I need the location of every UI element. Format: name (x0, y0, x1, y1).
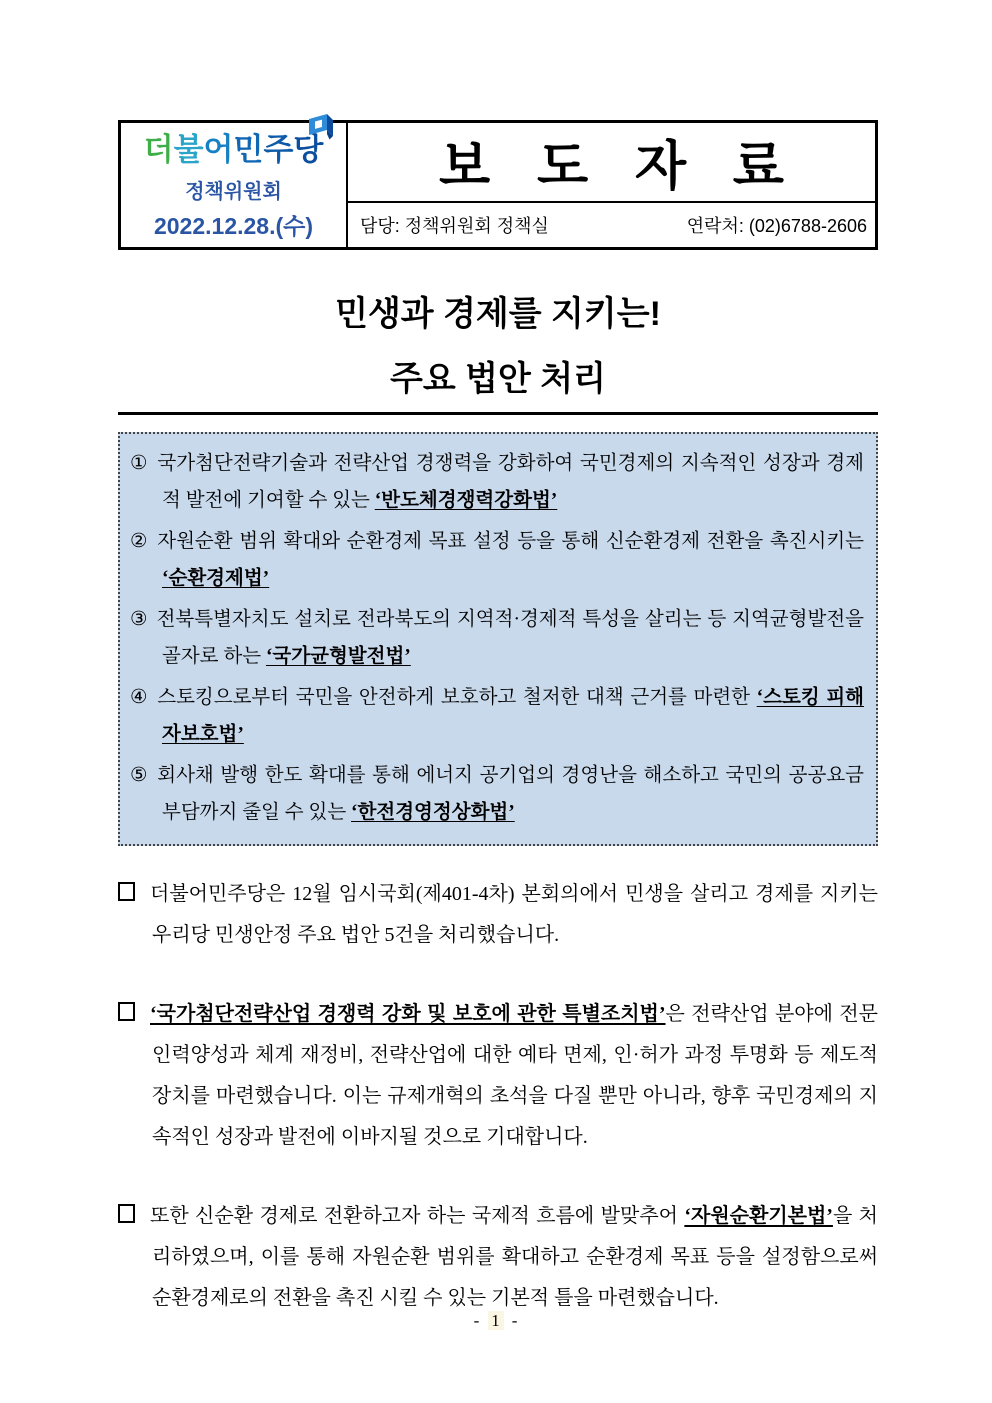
main-title (118, 286, 878, 415)
title-rule (118, 412, 878, 415)
item-number: ⑤ (130, 764, 150, 786)
square-bullet-icon (118, 882, 135, 901)
header-table (118, 120, 878, 250)
item-number: ② (130, 530, 150, 552)
law-name: ‘스토킹 피해자보호법’ (162, 686, 864, 746)
party-logo-text (144, 132, 324, 167)
paragraph-1 (118, 874, 878, 956)
document-type-title: 보 도 자 료 (348, 123, 875, 203)
party-info-cell (121, 123, 348, 247)
item-text: 스토킹으로부터 국민을 안전하게 보호하고 철저한 대책 근거를 마련한 (157, 686, 757, 708)
paragraph-2 (118, 994, 878, 1158)
law-name: ‘국가첨단전략산업 경쟁력 강화 및 보호에 관한 특별조치법’ (150, 1003, 666, 1026)
item-text: 국가첨단전략기술과 전략산업 경쟁력을 강화하여 국민경제의 지속적인 성장과 경제적 발전에 기여할 수 있는 (157, 453, 865, 512)
law-name: ‘순환경제법’ (162, 568, 270, 590)
party-logo (144, 134, 324, 165)
party-flag-icon (305, 112, 337, 144)
paragraph-text: 을 처리하였으며, 이를 통해 자원순환 범위를 확대하고 순환경제 목표 등을 설정함으로써 순환경제로의 전환을 촉진 시킬 수 있는 기본적 틀을 마련했습니다. (152, 1205, 878, 1310)
department-label: 담당: 정책위원회 정책실 (360, 216, 549, 236)
paragraph-text: 더불어민주당은 12월 임시국회(제401-4차) 본회의에서 민생을 살리고 경제를 지키는 우리당 민생안정 주요 법안 5건을 처리했습니다. (150, 883, 878, 947)
item-number: ③ (130, 608, 149, 630)
logo-char: 불 (173, 132, 204, 167)
logo-char: 더 (143, 132, 174, 167)
summary-item-3 (130, 601, 864, 676)
paragraph-text: 또한 신순환 경제로 전환하고자 하는 국제적 흐름에 발맞추어 (150, 1205, 685, 1228)
item-text: 자원순환 범위 확대와 순환경제 목표 설정 등을 통해 신순환경제 전환을 촉진시키는 (157, 530, 865, 552)
summary-item-5 (130, 757, 864, 832)
page-footer (0, 1311, 992, 1331)
logo-char: 민 (233, 132, 264, 167)
page-content (118, 0, 878, 1357)
footer-dash: - (511, 1311, 519, 1330)
item-text: 전북특별자치도 설치로 전라북도의 지역적·경제적 특성을 살리는 등 지역균형발전을 골자로 하는 (156, 608, 864, 668)
main-title-line2: 주요 법안 처리 (390, 360, 606, 398)
summary-item-1 (130, 445, 864, 520)
header-contact-row (348, 203, 875, 247)
page-number: 1 (488, 1311, 504, 1330)
summary-box (118, 432, 878, 846)
law-name: ‘국가균형발전법’ (265, 646, 411, 668)
summary-item-2 (130, 523, 864, 598)
footer-dash: - (473, 1311, 481, 1330)
item-number: ④ (130, 686, 150, 708)
main-title-line1: 민생과 경제를 지키는! (335, 295, 661, 333)
square-bullet-icon (118, 1204, 135, 1223)
release-date: 2022.12.28.(수) (153, 213, 314, 239)
paragraph-3 (118, 1196, 878, 1319)
summary-item-4 (130, 679, 864, 754)
body-paragraphs (118, 874, 878, 1319)
paragraph-text: 은 전략산업 분야에 전문인력양성과 체계 재정비, 전략산업에 대한 예타 면제, 인·허가 과정 투명화 등 제도적 장치를 마련했습니다. 이는 규제개혁의 초석을 다질 뿐만 아니라, 향후 국민경제의 지속적인 성장과 발전에 이바지될 것으로 기대합니다. (152, 1003, 878, 1149)
committee-name: 정책위원회 (185, 181, 282, 203)
law-name: ‘반도체경쟁력강화법’ (374, 490, 558, 512)
logo-char: 당 (293, 132, 324, 167)
law-name: ‘자원순환기본법’ (684, 1205, 833, 1228)
law-name: ‘한전경영정상화법’ (351, 801, 515, 823)
logo-char: 어 (203, 132, 234, 167)
square-bullet-icon (118, 1002, 135, 1021)
contact-phone: 연락처: (02)6788-2606 (686, 216, 867, 236)
logo-char: 주 (263, 132, 294, 167)
item-text: 회사채 발행 한도 확대를 통해 에너지 공기업의 경영난을 해소하고 국민의 공공요금 부담까지 줄일 수 있는 (157, 764, 865, 823)
item-number: ① (130, 453, 150, 474)
